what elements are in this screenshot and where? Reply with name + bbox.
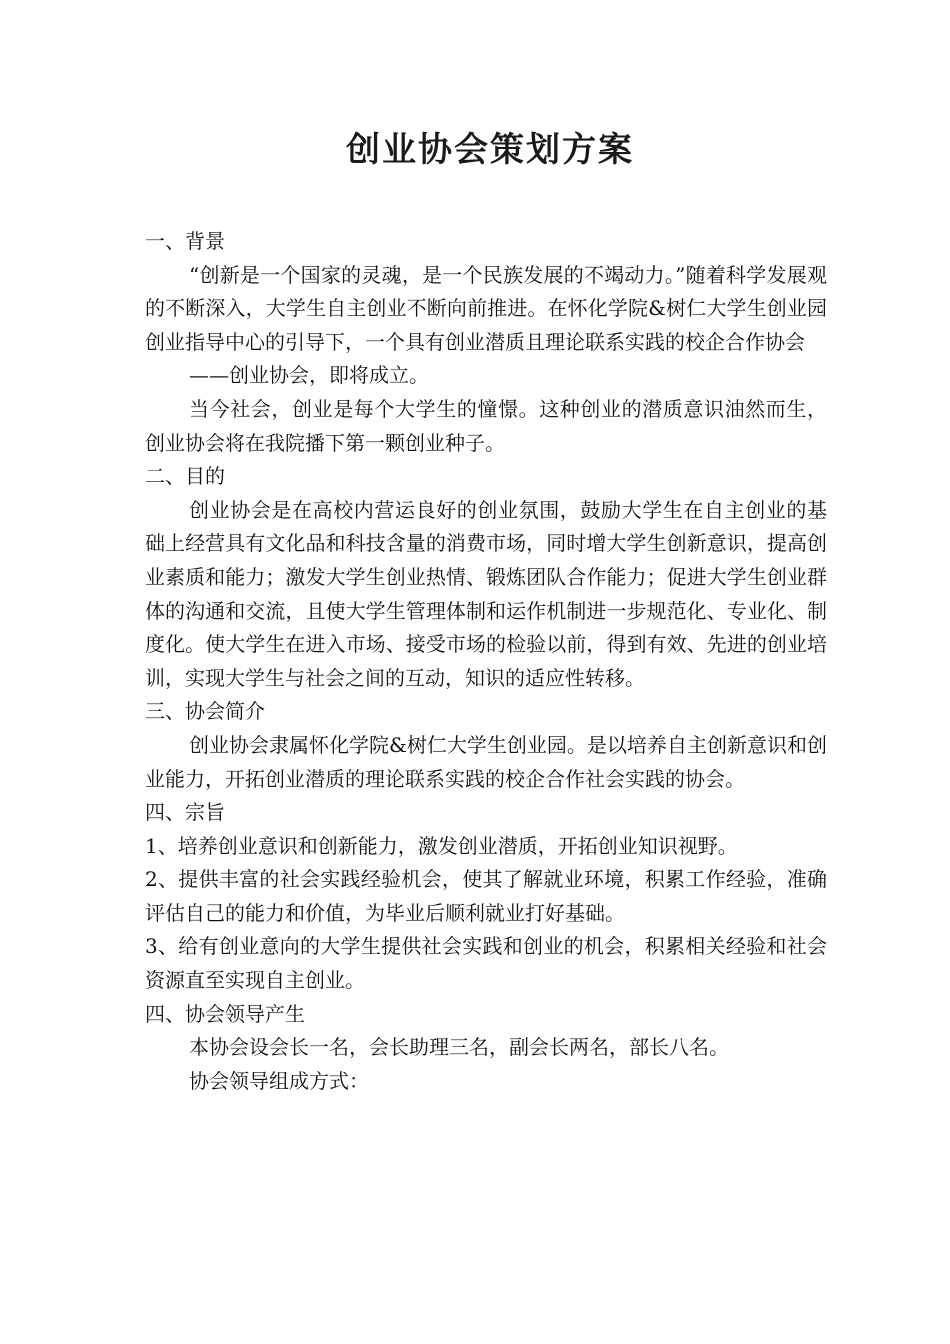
section-heading-purpose: 二、目的 [145, 464, 225, 489]
paragraph-intro-1: 创业协会隶属怀化学院&树仁大学生创业园。是以培养自主创新意识和创业能力，开拓创业潜质的理论联系实践的校企合作社会实践的协会。 [145, 732, 827, 791]
paragraph-background-1: “创新是一个国家的灵魂，是一个民族发展的不竭动力。”随着科学发展观的不断深入，大学生自主创业不断向前推进。在怀化学院&树仁大学生创业园创业指导中心的引导下，一个具有创业潜质且理论联系实践的校企合作协会 [145, 262, 827, 354]
list-item-aim-1: 1、培养创业意识和创新能力，激发创业潜质，开拓创业知识视野。 [145, 833, 738, 858]
paragraph-leadership-1: 本协会设会长一名，会长助理三名，副会长两名，部长八名。 [189, 1035, 729, 1060]
paragraph-purpose-1: 创业协会是在高校内营运良好的创业氛围，鼓励大学生在自主创业的基础上经营具有文化品和科技含量的消费市场，同时增大学生创新意识，提高创业素质和能力；激发大学生创业热情、锻炼团队合作能力；促进大学生创业群体的沟通和交流，且使大学生管理体制和运作机制进一步规范化、专业化、制度化。使大学生在进入市场、接受市场的检验以前，得到有效、先进的创业培训，实现大学生与社会之间的互动，知识的适应性转移。 [145, 497, 827, 690]
paragraph-leadership-2: 协会领导组成方式： [189, 1068, 369, 1093]
paragraph-background-3: 当今社会，创业是每个大学生的憧憬。这种创业的潜质意识油然而生，创业协会将在我院播下第一颗创业种子。 [145, 396, 827, 455]
document-body [145, 225, 827, 1098]
section-heading-intro: 三、协会简介 [145, 699, 265, 724]
paragraph-background-2: ——创业协会，即将成立。 [189, 363, 429, 388]
list-item-aim-3: 3、给有创业意向的大学生提供社会实践和创业的机会，积累相关经验和社会资源直至实现自主创业。 [145, 934, 827, 993]
section-heading-aims: 四、宗旨 [145, 800, 225, 825]
section-heading-leadership: 四、协会领导产生 [145, 1001, 305, 1026]
list-item-aim-2: 2、提供丰富的社会实践经验机会，使其了解就业环境，积累工作经验，准确评估自己的能力和价值，为毕业后顺利就业打好基础。 [145, 867, 827, 925]
section-heading-background: 一、背景 [145, 229, 225, 253]
document-title: 创业协会策划方案 [346, 130, 634, 170]
